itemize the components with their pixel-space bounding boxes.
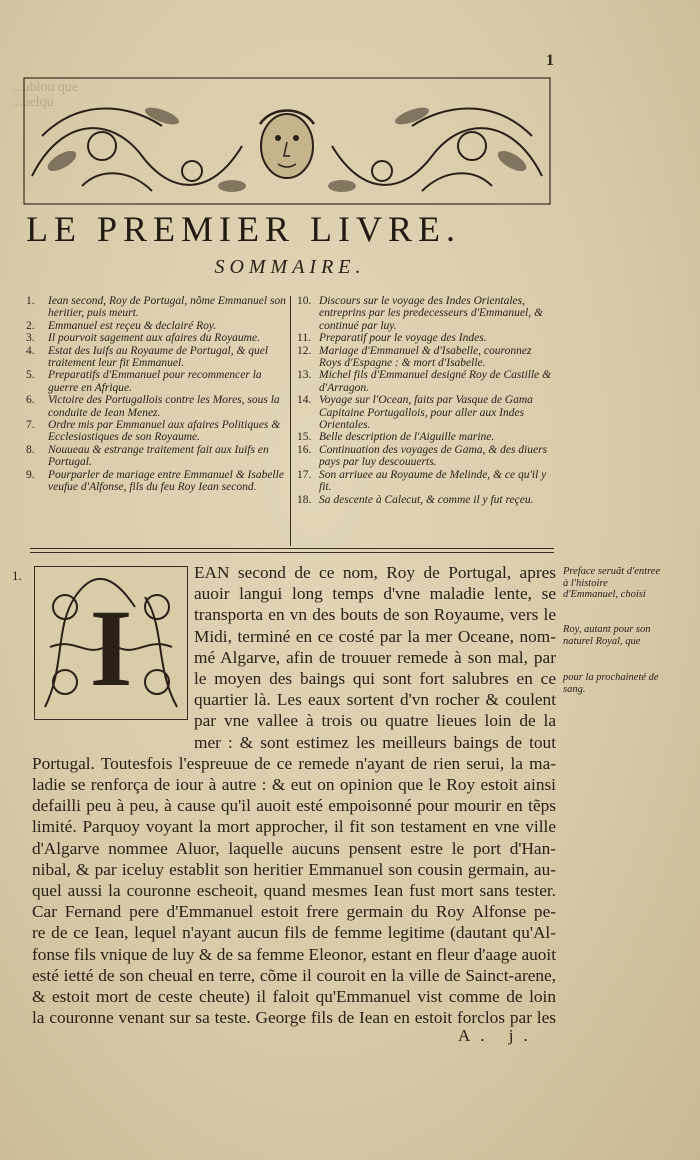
toc-item bbox=[26, 444, 288, 469]
toc-number: 7. bbox=[26, 419, 35, 432]
toc-item bbox=[297, 369, 553, 394]
bleed-line: ...uelqu bbox=[12, 95, 54, 110]
body-line: esté ietté de son cheual en terre, cõme il couroit en la ville de Sainct-arene, bbox=[32, 965, 556, 985]
toc-number: 17. bbox=[297, 468, 312, 481]
body-line: Car Fernand pere d'Emmanuel estoit frere germain du Roy Alfonse pe- bbox=[32, 902, 556, 922]
toc-text: Ordre mis par Emmanuel aux afaires Politiques & Ecclesiastiques de son Royaume. bbox=[48, 419, 281, 444]
toc-text: Continuation des voyages de Gama, & des diuers pays par luy descouuerts. bbox=[319, 443, 548, 469]
book-title: LE PREMIER LIVRE. bbox=[26, 209, 461, 249]
toc-item bbox=[297, 494, 553, 506]
bleed-line: ...ubiou que bbox=[12, 80, 79, 95]
body-line: d'Algarve nommee Aluor, laquelle aucuns pensent estre le port d'Han- bbox=[32, 838, 556, 858]
toc-item bbox=[297, 345, 553, 370]
toc-number: 13. bbox=[297, 369, 312, 382]
body-line: re de ce Iean, lequel n'ayant aucun fils de femme legitime (dautant qu'Al- bbox=[32, 923, 556, 943]
toc-item bbox=[297, 394, 553, 431]
body-line: mer : & sont estimez les meilleurs baings de tout bbox=[194, 732, 556, 752]
toc-text: Emmanuel est reçeu & declairé Roy. bbox=[48, 319, 217, 332]
sommaire-heading: SOMMAIRE. bbox=[214, 256, 366, 278]
body-line: par vne vallee à trois ou quatre lieues loin de la bbox=[194, 711, 556, 731]
toc-text: Mariage d'Emmanuel & d'Isabelle, couronnez Roys d'Espagne : & mort d'Isabelle. bbox=[319, 344, 532, 370]
body-line: auoir langui long temps d'vne maladie lente, se bbox=[194, 584, 556, 604]
body-line: quartier là. Les eaux sortent d'vn rocher & coulent bbox=[194, 690, 556, 710]
body-line: transporta en vn des bouts de son Royaume, vers le bbox=[194, 605, 556, 625]
body-line: fonse fils vnique de luy & de sa femme Eleonor, estant en fleur d'aage auoit bbox=[32, 944, 556, 964]
toc-text: Michel fils d'Emmanuel designé Roy de Castille & d'Arragon. bbox=[319, 369, 552, 394]
toc-item bbox=[297, 469, 553, 494]
toc-number: 6. bbox=[26, 394, 35, 407]
toc-column-divider bbox=[290, 296, 291, 546]
body-line: mé Algarve, afin de trouuer remede à son mal, par bbox=[194, 647, 556, 667]
toc-text: Pourparler de mariage entre Emmanuel & Isabelle veufue d'Alfonse, fils du feu Roy Iean second. bbox=[48, 468, 284, 494]
signature-mark: A. j. bbox=[458, 1026, 538, 1045]
toc-item bbox=[26, 469, 288, 494]
toc-number: 15. bbox=[297, 431, 312, 444]
toc-text: Discours sur le voyage des Indes Orientales, entreprins par les predecesseurs d'Emmanuel, & continué par luy. bbox=[319, 295, 543, 332]
toc-number: 14. bbox=[297, 394, 312, 407]
toc-number: 5. bbox=[26, 369, 35, 382]
toc-item bbox=[26, 369, 288, 394]
toc-text: Preparatif pour le voyage des Indes. bbox=[319, 332, 487, 345]
body-line: ladie se renforça de iour à autre : & eut on opinion que le Roy estoit ainsi bbox=[32, 775, 556, 795]
toc-number: 3. bbox=[26, 332, 35, 345]
toc-right-column bbox=[297, 295, 553, 506]
margin-note: Preface seruãt d'entree à l'histoire d'Emmanuel, choisi bbox=[563, 566, 661, 600]
toc-item bbox=[297, 431, 553, 443]
divider-rule bbox=[30, 552, 554, 553]
mask-face-icon bbox=[260, 111, 314, 179]
toc-text: Victoire des Portugallois contre les Mores, sous la conduite de Iean Menez. bbox=[48, 394, 280, 419]
toc-number: 10. bbox=[297, 295, 312, 307]
toc-number: 2. bbox=[26, 319, 35, 332]
toc-item bbox=[297, 332, 553, 344]
toc-text: Sa descente à Calecut, & comme il y fut reçeu. bbox=[319, 493, 534, 506]
dropcap-letter: I bbox=[89, 587, 133, 709]
body-line: le moyen des baings qui sont fort salubres en ce bbox=[194, 669, 556, 689]
toc-number: 12. bbox=[297, 344, 312, 357]
toc-item bbox=[26, 419, 288, 444]
body-text bbox=[32, 562, 556, 1028]
toc-number: 1. bbox=[26, 295, 35, 307]
toc-number: 4. bbox=[26, 344, 35, 357]
toc-text: Estat des Iuifs au Royaume de Portugal, & quel traitement leur fit Emmanuel. bbox=[48, 344, 269, 370]
toc-item bbox=[297, 444, 553, 469]
toc-item bbox=[26, 394, 288, 419]
headpiece-ornament bbox=[22, 76, 552, 206]
margin-note: Roy, autant pour son naturel Royal, que bbox=[563, 624, 651, 647]
toc-item bbox=[26, 320, 288, 332]
toc-item bbox=[26, 332, 288, 344]
toc-item bbox=[26, 345, 288, 370]
toc-text: Iean second, Roy de Portugal, nõme Emmanuel son heritier, puis meurt. bbox=[48, 295, 286, 320]
toc-text: Belle description de l'Aiguille marine. bbox=[319, 431, 495, 444]
toc-text: Voyage sur l'Ocean, faits par Vasque de Gama Capitaine Portugallois, pour aller aux Indes Orientales. bbox=[319, 394, 533, 432]
toc-text: Nouueau & estrange traitement fait aux Iuifs en Portugal. bbox=[48, 443, 269, 469]
toc-number: 18. bbox=[297, 493, 312, 506]
toc-number: 8. bbox=[26, 443, 35, 456]
toc-text: Son arriuee au Royaume de Melinde, & ce qu'il y fit. bbox=[319, 468, 547, 494]
section-number: 1. bbox=[12, 568, 22, 583]
body-line: limité. Parquoy voyant la mort approcher, il fit son testament en vne ville bbox=[32, 817, 556, 837]
divider-rule bbox=[30, 548, 554, 549]
body-line: Midi, terminé en ce costé par la mer Oceane, nom- bbox=[194, 626, 556, 646]
body-line: la couronne venant sur sa teste. George fils de Iean en estoit forclos par les bbox=[32, 1008, 556, 1028]
toc-number: 16. bbox=[297, 443, 312, 456]
margin-note: pour la prochaineté de sang. bbox=[563, 672, 659, 695]
body-line: & estoit mort de ceste cheute) il faloit qu'Emmanuel vist comme de loin bbox=[32, 987, 556, 1007]
toc-item bbox=[297, 295, 553, 332]
toc-number: 9. bbox=[26, 468, 35, 481]
body-line: EAN second de ce nom, Roy de Portugal, apres bbox=[194, 563, 556, 582]
body-line: Portugal. Toutesfois l'espreuue de ce remede n'ayant de rien serui, la ma- bbox=[32, 753, 556, 773]
body-line: nibal, & par iceluy establit son heritier Emmanuel son cousin germain, au- bbox=[32, 859, 556, 879]
toc-text: Il pourvoit sagement aux afaires du Royaume. bbox=[48, 332, 260, 345]
toc-item bbox=[26, 295, 288, 320]
toc-left-column bbox=[26, 295, 288, 494]
toc-text: Preparatifs d'Emmanuel pour recommencer la guerre en Afrique. bbox=[48, 369, 262, 394]
toc-number: 11. bbox=[297, 332, 311, 345]
body-line: quel aussi la couronne escheoit, quand mesmes Iean fust mort sans tester. bbox=[32, 881, 556, 901]
folio-number: 1 bbox=[546, 52, 554, 69]
body-line: defailli peu à peu, à cause qu'il auoit esté empoisonné pour mourir en tẽps bbox=[32, 796, 556, 816]
